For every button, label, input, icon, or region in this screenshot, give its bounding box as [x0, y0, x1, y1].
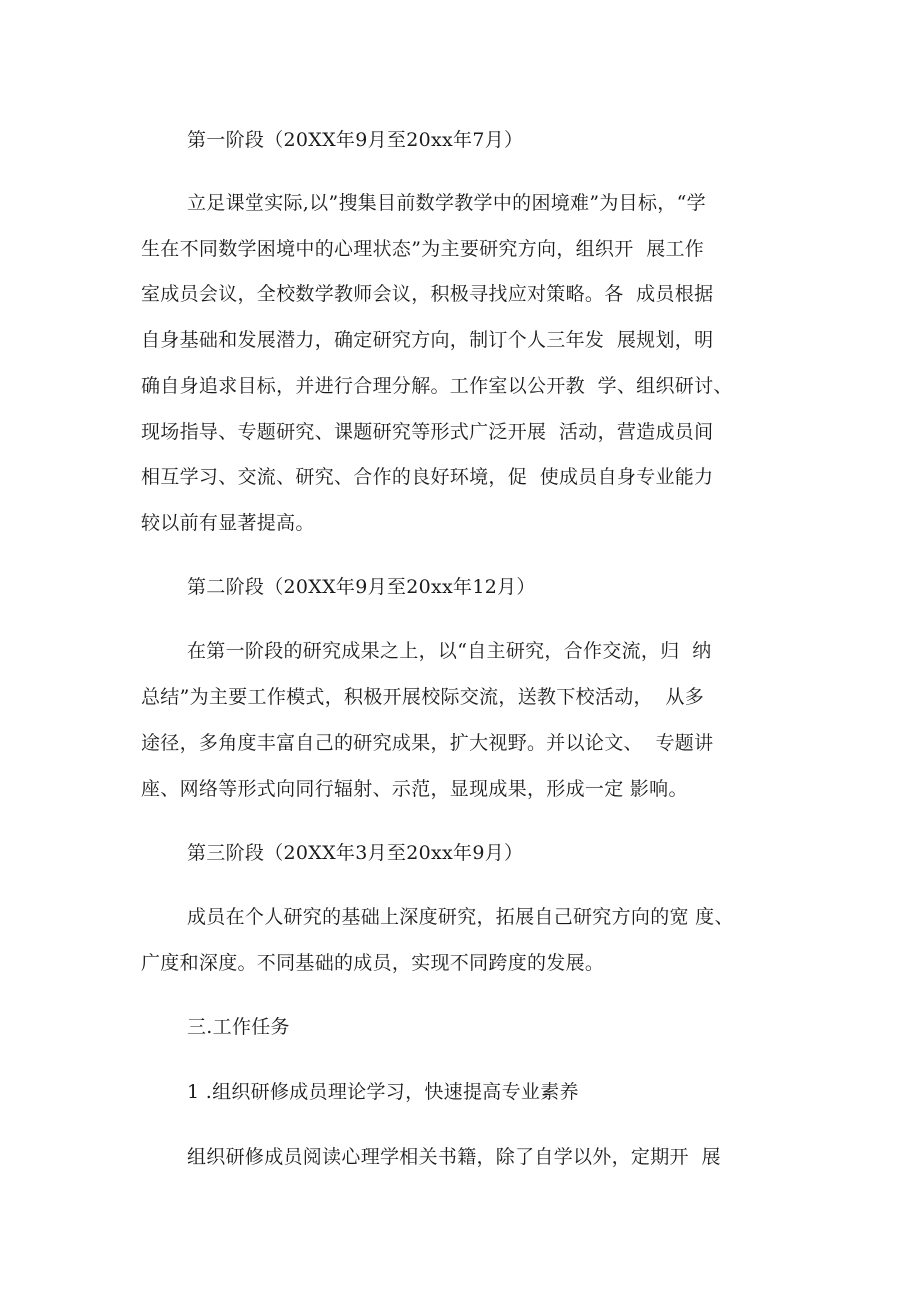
- stage2-line-4: 座、网络等形式向同行辐射、示范，显现成果，形成一定 影响。: [141, 778, 688, 800]
- stage1-line-1: 立足课堂实际,以”搜集目前数学教学中的困境难”为目标，“学: [187, 192, 706, 214]
- stage1-line-3: 室成员会议，全校数学教师会议，积极寻找应对策略。各 成员根据: [141, 283, 714, 305]
- stage1-heading: 第一阶段（20XX年9月至20xx年7月）: [187, 129, 524, 151]
- stage1-line-7: 相互学习、交流、研究、合作的良好环境，促 使成员自身专业能力: [141, 466, 714, 488]
- stage1-line-8: 较以前有显著提高。: [141, 512, 315, 534]
- task1-line-1: 组织研修成员阅读心理学相关书籍，除了自学以外，定期开 展: [187, 1146, 721, 1168]
- stage3-line-1: 成员在个人研究的基础上深度研究，拓展自己研究方向的宽 度、: [187, 906, 734, 928]
- stage1-line-6: 现场指导、专题研究、课题研究等形式广泛开展 活动，营造成员间: [141, 421, 714, 443]
- stage2-line-3: 途径，多角度丰富自己的研究成果，扩大视野。并以论文、 专题讲: [141, 732, 714, 754]
- task1-heading: 1 .组织研修成员理论学习，快速提高专业素养: [187, 1081, 579, 1103]
- stage3-line-2: 广度和深度。不同基础的成员，实现不同跨度的发展。: [141, 952, 605, 974]
- stage1-line-4: 自身基础和发展潜力，确定研究方向，制订个人三年发 展规划，明: [141, 329, 714, 351]
- stage2-line-2: 总结”为主要工作模式，积极开展校际交流，送教下校活动， 从多: [141, 686, 705, 708]
- stage3-heading: 第三阶段（20XX年3月至20xx年9月）: [187, 842, 524, 864]
- stage2-line-1: 在第一阶段的研究成果之上，以“自主研究，合作交流，归 纳: [187, 640, 712, 662]
- stage2-heading: 第二阶段（20XX年9月至20xx年12月）: [187, 576, 536, 598]
- section3-heading: 三.工作任务: [187, 1016, 290, 1038]
- stage1-line-5: 确自身追求目标，并进行合理分解。工作室以公开教 学、组织研讨、: [141, 375, 733, 397]
- stage1-line-2: 生在不同数学困境中的心理状态”为主要研究方向，组织开 展工作: [141, 238, 705, 260]
